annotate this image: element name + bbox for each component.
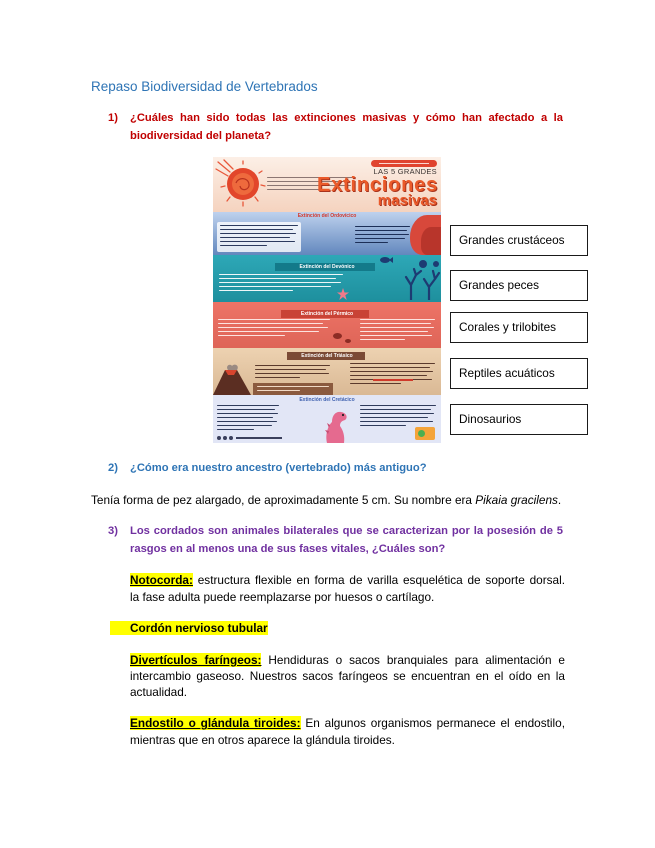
text-line [360,405,436,406]
social-icon [217,436,221,440]
text-line [219,286,331,287]
text-line [219,290,293,291]
text-line [217,405,279,406]
question-3-line-2: rasgos en al menos una de sus fases vitales, ¿Cuáles son? [130,543,446,555]
text-line [219,278,336,279]
text-line [217,413,278,414]
text-line [360,331,428,332]
fish-icon [379,256,393,264]
text-line [360,323,431,324]
text-line [360,409,431,410]
ordovicico-text-left [220,225,298,249]
text-line [255,365,330,366]
trait-endostilo-line-2: mientras que en otros aparece la glándula tiroides. [130,733,395,747]
starfish-icon [337,288,349,300]
red-rocks-shadow [421,227,441,255]
cretacico-text-left [217,405,279,433]
triasico-text-right [350,363,435,387]
rock-shape [345,339,351,343]
species-name: Pikaia gracilens [475,493,558,507]
trait-term-notocorda: Notocorda: [130,573,193,587]
text-line [360,421,433,422]
text-line [217,417,273,418]
text-line [350,367,430,368]
answer-2-text: Tenía forma de pez alargado, de aproximadamente 5 cm. Su nombre era [91,493,472,507]
text-line [350,371,433,372]
question-2-number: 2) [108,462,118,474]
text-line [218,335,285,336]
trait-text: Hendiduras o sacos branquiales para alimentación e [268,653,565,667]
question-1-line-2: biodiversidad del planeta? [130,130,272,142]
text-line [217,429,254,430]
ordovicico-text-right [355,226,410,246]
text-line [355,230,407,231]
trait-diverticulos-line-1 [130,652,565,668]
text-line [218,319,330,320]
text-line [355,234,409,235]
heading-permico: Extinción del Pérmico [300,310,354,317]
text-line [220,229,293,230]
text-line [220,241,295,242]
question-1-line-1: ¿Cuáles han sido todas las extinciones masivas y cómo han afectado a la [130,112,563,124]
text-line [217,409,275,410]
infographic-title-line-2: masivas [377,192,437,209]
text-line [218,331,319,332]
text-line [350,383,401,384]
text-line [217,425,272,426]
text-line [257,390,300,391]
triasico-highlight-line [373,379,413,381]
meteor-icon [215,159,267,207]
text-line [220,237,290,238]
social-icon [229,436,233,440]
trait-text: estructura flexible en forma de varilla esquelética de soporte dorsal. [197,573,565,587]
heading-ordovicico: Extinción del Ordovícico [297,213,357,219]
heading-cretacico: Extinción del Cretácico [299,397,355,403]
coral-icon [401,258,441,300]
publisher-logo [415,427,435,440]
text-line [218,327,328,328]
text-line [218,323,323,324]
text-line [267,189,319,190]
text-line [219,282,341,283]
text-line [355,242,388,243]
triasico-text-left [255,365,330,381]
answer-2 [91,492,561,508]
permico-text-left [218,319,330,339]
text-line [355,238,405,239]
rock-shape [333,333,342,339]
match-box-1: Grandes crustáceos [450,225,588,256]
social-icons-row [217,436,283,440]
text-line [255,373,329,374]
dinosaur-icon [321,408,351,443]
text-line [217,421,277,422]
social-icon [223,436,227,440]
volcano-icon [213,363,253,395]
heading-devonico: Extinción del Devónico [299,263,355,270]
match-box-2: Grandes peces [450,270,588,301]
match-box-5: Dinosaurios [450,404,588,435]
text-line [350,375,427,376]
question-3-line-1: Los cordados son animales bilaterales que se caracterizan por la posesión de 5 [130,525,563,537]
text-line [360,319,435,320]
text-line [350,363,435,364]
match-box-4: Reptiles acuáticos [450,358,588,389]
text-line [219,274,343,275]
trait-term-endostilo: Endostilo o glándula tiroides: [130,716,301,730]
cretacico-text-right [360,405,436,429]
triasico-text-lower [257,386,329,394]
logo-mark [418,430,425,437]
trait-notocorda-line-2: la fase adulta puede reemplazarse por huesos o cartílago. [130,590,435,604]
trait-term-diverticulos: Divertículos faríngeos: [130,653,262,667]
trait-text: En algunos organismos permanece el endostilo, [305,716,565,730]
text-line [255,369,326,370]
match-box-3: Corales y trilobites [450,312,588,343]
social-handle-line [236,437,282,438]
infographic-title-line-1: Extinciones [316,174,438,196]
text-line [360,425,406,426]
text-line [220,245,267,246]
heading-triasico: Extinción del Triásico [301,352,353,359]
text-line [360,417,428,418]
date-badge [371,160,437,167]
text-line [257,386,329,387]
text-line [255,377,300,378]
question-2-text: ¿Cómo era nuestro ancestro (vertebrado) más antiguo? [130,462,427,474]
mass-extinctions-infographic [213,157,441,443]
text-line [360,339,405,340]
text-line [360,413,434,414]
text-line [220,233,296,234]
trait-notocorda-line-1 [130,572,565,588]
text-line [220,225,298,226]
question-3-number: 3) [108,525,118,537]
trait-cordon-line [110,620,268,636]
permico-text-right [360,319,435,343]
answer-2-end: . [557,493,562,507]
date-badge-text-line [379,163,429,164]
trait-term-cordon: Cordón nervioso tubular [110,621,268,635]
trait-diverticulos-line-3: actualidad. [130,685,188,699]
trait-endostilo-line-1 [130,715,565,731]
trait-diverticulos-line-2: intercambio gaseoso. Nuestros sacos faríngeos se encuentran en el oído en la [130,669,565,683]
devonico-text [219,274,343,294]
infographic-kicker: LAS 5 GRANDES [373,167,437,176]
question-1-number: 1) [108,112,118,124]
text-line [360,327,434,328]
text-line [355,226,410,227]
text-line [360,335,432,336]
page-title: Repaso Biodiversidad de Vertebrados [91,79,318,94]
